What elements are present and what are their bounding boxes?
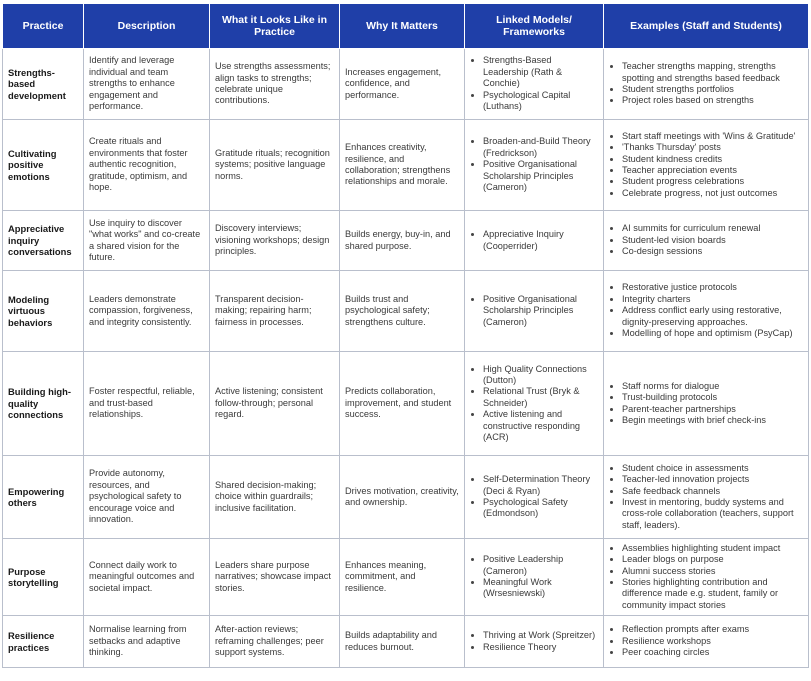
looks-like-cell: Transparent decision-making; repairing harm; fairness in processes. bbox=[210, 271, 340, 352]
description-cell: Leaders demonstrate compassion, forgiveness, and integrity consistently. bbox=[84, 271, 210, 352]
list-item: • Integrity charters bbox=[622, 294, 803, 305]
examples-cell bbox=[604, 271, 809, 352]
practice-cell: Purpose storytelling bbox=[3, 539, 84, 616]
list-item: • Staff norms for dialogue bbox=[622, 381, 803, 392]
list-item: • Safe feedback channels bbox=[622, 486, 803, 497]
table-row bbox=[3, 539, 809, 616]
list-item: • Psychological Capital (Luthans) bbox=[483, 90, 598, 113]
description-cell: Provide autonomy, resources, and psychological safety to encourage voice and innovation. bbox=[84, 456, 210, 539]
list-item: • Meaningful Work (Wrsesniewski) bbox=[483, 577, 598, 600]
why-cell: Predicts collaboration, improvement, and student success. bbox=[340, 352, 465, 456]
description-cell: Create rituals and environments that foster authentic recognition, gratitude, optimism, and hope. bbox=[84, 120, 210, 211]
list-item: • Student progress celebrations bbox=[622, 176, 803, 187]
list-item: • Resilience Theory bbox=[483, 642, 598, 653]
looks-like-cell: After-action reviews; reframing challenges; peer support systems. bbox=[210, 616, 340, 668]
list-item: • Peer coaching circles bbox=[622, 647, 803, 658]
why-cell: Enhances meaning, commitment, and resilience. bbox=[340, 539, 465, 616]
list-item: • Appreciative Inquiry (Cooperrider) bbox=[483, 229, 598, 252]
practice-cell: Strengths-based development bbox=[3, 49, 84, 120]
models-cell bbox=[465, 271, 604, 352]
looks-like-cell: Shared decision-making; choice within guardrails; inclusive facilitation. bbox=[210, 456, 340, 539]
list-item: • Celebrate progress, not just outcomes bbox=[622, 188, 803, 199]
models-cell bbox=[465, 456, 604, 539]
list-item: • Psychological Safety (Edmondson) bbox=[483, 497, 598, 520]
list-item: • Leader blogs on purpose bbox=[622, 554, 803, 565]
list-item: • Restorative justice protocols bbox=[622, 282, 803, 293]
why-cell: Builds energy, buy-in, and shared purpose. bbox=[340, 211, 465, 271]
list-item: • Relational Trust (Bryk & Schneider) bbox=[483, 386, 598, 409]
table-row bbox=[3, 271, 809, 352]
list-item: • Reflection prompts after exams bbox=[622, 624, 803, 635]
list-item: • AI summits for curriculum renewal bbox=[622, 223, 803, 234]
list-item: • Student choice in assessments bbox=[622, 463, 803, 474]
examples-cell bbox=[604, 49, 809, 120]
practices-table bbox=[2, 3, 809, 668]
models-cell bbox=[465, 616, 604, 668]
list-item: • Positive Leadership (Cameron) bbox=[483, 554, 598, 577]
list-item: • Start staff meetings with 'Wins & Gratitude' bbox=[622, 131, 803, 142]
list-item: • Thriving at Work (Spreitzer) bbox=[483, 630, 598, 641]
looks-like-cell: Gratitude rituals; recognition systems; positive language norms. bbox=[210, 120, 340, 211]
header-models: Linked Models/ Frameworks bbox=[465, 4, 604, 49]
header-description: Description bbox=[84, 4, 210, 49]
examples-cell bbox=[604, 616, 809, 668]
practice-cell: Building high-quality connections bbox=[3, 352, 84, 456]
table-row bbox=[3, 456, 809, 539]
list-item: • Project roles based on strengths bbox=[622, 95, 803, 106]
examples-cell bbox=[604, 456, 809, 539]
examples-cell bbox=[604, 539, 809, 616]
table-row bbox=[3, 211, 809, 271]
models-cell bbox=[465, 49, 604, 120]
description-cell: Foster respectful, reliable, and trust-based relationships. bbox=[84, 352, 210, 456]
practice-cell: Appreciative inquiry conversations bbox=[3, 211, 84, 271]
practice-cell: Cultivating positive emotions bbox=[3, 120, 84, 211]
list-item: • Parent-teacher partnerships bbox=[622, 404, 803, 415]
table-row bbox=[3, 49, 809, 120]
table-row bbox=[3, 120, 809, 211]
list-item: • Active listening and constructive responding (ACR) bbox=[483, 409, 598, 443]
list-item: • Teacher strengths mapping, strengths spotting and strengths based feedback bbox=[622, 61, 803, 84]
why-cell: Enhances creativity, resilience, and collaboration; strengthens relationships and morale. bbox=[340, 120, 465, 211]
list-item: • 'Thanks Thursday' posts bbox=[622, 142, 803, 153]
list-item: • Strengths-Based Leadership (Rath & Conchie) bbox=[483, 55, 598, 89]
header-row bbox=[3, 4, 809, 49]
list-item: • Self-Determination Theory (Deci & Ryan) bbox=[483, 474, 598, 497]
list-item: • Modelling of hope and optimism (PsyCap) bbox=[622, 328, 803, 339]
practice-cell: Resilience practices bbox=[3, 616, 84, 668]
description-cell: Identify and leverage individual and team strengths to enhance engagement and performance. bbox=[84, 49, 210, 120]
header-practice: Practice bbox=[3, 4, 84, 49]
looks-like-cell: Discovery interviews; visioning workshops; design principles. bbox=[210, 211, 340, 271]
description-cell: Connect daily work to meaningful outcomes and societal impact. bbox=[84, 539, 210, 616]
list-item: • Teacher-led innovation projects bbox=[622, 474, 803, 485]
why-cell: Builds trust and psychological safety; strengthens culture. bbox=[340, 271, 465, 352]
list-item: • Begin meetings with brief check-ins bbox=[622, 415, 803, 426]
why-cell: Builds adaptability and reduces burnout. bbox=[340, 616, 465, 668]
list-item: • Address conflict early using restorative, dignity-preserving approaches. bbox=[622, 305, 803, 328]
header-examples: Examples (Staff and Students) bbox=[604, 4, 809, 49]
list-item: • Stories highlighting contribution and difference made e.g. student, family or community impact stories bbox=[622, 577, 803, 611]
why-cell: Drives motivation, creativity, and ownership. bbox=[340, 456, 465, 539]
list-item: • Student-led vision boards bbox=[622, 235, 803, 246]
table-row bbox=[3, 616, 809, 668]
looks-like-cell: Leaders share purpose narratives; showcase impact stories. bbox=[210, 539, 340, 616]
list-item: • Positive Organisational Scholarship Principles (Cameron) bbox=[483, 159, 598, 193]
practice-cell: Modeling virtuous behaviors bbox=[3, 271, 84, 352]
list-item: • Co-design sessions bbox=[622, 246, 803, 257]
list-item: • Broaden-and-Build Theory (Fredrickson) bbox=[483, 136, 598, 159]
list-item: • Student kindness credits bbox=[622, 154, 803, 165]
models-cell bbox=[465, 539, 604, 616]
table-row bbox=[3, 352, 809, 456]
models-cell bbox=[465, 211, 604, 271]
list-item: • Assemblies highlighting student impact bbox=[622, 543, 803, 554]
list-item: • Invest in mentoring, buddy systems and cross-role collaboration (teachers, support staff, leaders). bbox=[622, 497, 803, 531]
practice-cell: Empowering others bbox=[3, 456, 84, 539]
list-item: • High Quality Connections (Dutton) bbox=[483, 364, 598, 387]
list-item: • Trust-building protocols bbox=[622, 392, 803, 403]
why-cell: Increases engagement, confidence, and performance. bbox=[340, 49, 465, 120]
examples-cell bbox=[604, 352, 809, 456]
list-item: • Resilience workshops bbox=[622, 636, 803, 647]
models-cell bbox=[465, 352, 604, 456]
examples-cell bbox=[604, 120, 809, 211]
models-cell bbox=[465, 120, 604, 211]
header-looks-like: What it Looks Like in Practice bbox=[210, 4, 340, 49]
list-item: • Alumni success stories bbox=[622, 566, 803, 577]
list-item: • Teacher appreciation events bbox=[622, 165, 803, 176]
looks-like-cell: Active listening; consistent follow-through; personal regard. bbox=[210, 352, 340, 456]
description-cell: Use inquiry to discover "what works" and co-create a shared vision for the future. bbox=[84, 211, 210, 271]
examples-cell bbox=[604, 211, 809, 271]
list-item: • Student strengths portfolios bbox=[622, 84, 803, 95]
header-why: Why It Matters bbox=[340, 4, 465, 49]
description-cell: Normalise learning from setbacks and adaptive thinking. bbox=[84, 616, 210, 668]
looks-like-cell: Use strengths assessments; align tasks to strengths; celebrate unique contributions. bbox=[210, 49, 340, 120]
list-item: • Positive Organisational Scholarship Principles (Cameron) bbox=[483, 294, 598, 328]
